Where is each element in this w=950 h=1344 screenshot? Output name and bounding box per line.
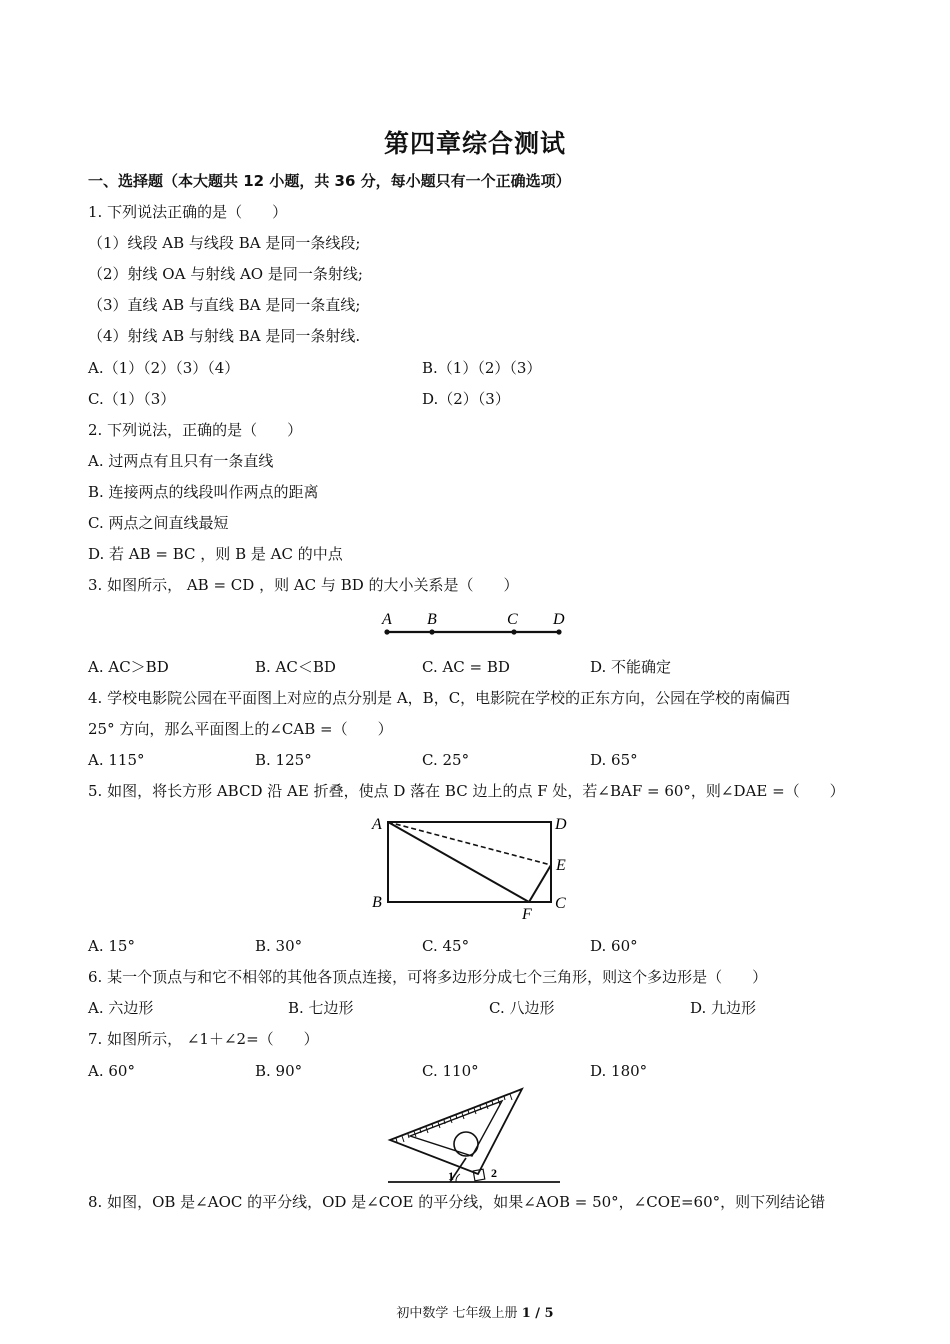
question-7-stem: 7. 如图所示， ∠1＋∠2=（ ） (88, 1030, 319, 1048)
angle-2-label: 2 (491, 1166, 497, 1180)
question-7-option-a: A. 60° (88, 1062, 135, 1080)
question-3-option-b: B. AC＜BD (255, 658, 336, 676)
question-6-option-d: D. 九边形 (690, 999, 757, 1017)
label-e: E (556, 857, 566, 874)
question-1-stem: 1. 下列说法正确的是（ ） (88, 203, 288, 221)
question-4-stem-continued: 25° 方向，那么平面图上的∠CAB =（ ） (88, 720, 393, 738)
question-2-stem: 2. 下列说法，正确的是（ ） (88, 421, 303, 439)
point-b (429, 629, 434, 634)
question-5-stem: 5. 如图，将长方形 ABCD 沿 AE 折叠，使点 D 落在 BC 边上的点 F 处，若∠BAF = 60°，则∠DAE =（ ） (88, 782, 845, 800)
point-c (511, 629, 516, 634)
question-1-item: （1）线段 AB 与线段 BA 是同一条线段; (88, 234, 361, 252)
question-7-option-b: B. 90° (255, 1062, 303, 1080)
question-6-stem: 6. 某一个顶点与和它不相邻的其他各顶点连接，可将多边形分成七个三角形，则这个多边形是（ ） (88, 968, 768, 986)
question-1-item: （2）射线 OA 与射线 AO 是同一条射线; (88, 265, 363, 283)
question-1-item: （3）直线 AB 与直线 BA 是同一条直线; (88, 296, 361, 314)
point-d (556, 629, 561, 634)
question-3-option-c: C. AC = BD (422, 658, 510, 676)
set-square-figure (388, 1086, 568, 1186)
page-number: 1 / 5 (521, 1306, 554, 1321)
question-2-option-b: B. 连接两点的线段叫作两点的距离 (88, 483, 319, 501)
question-4-option-a: A. 115° (88, 751, 145, 769)
label-d: D (555, 816, 567, 833)
question-6-option-c: C. 八边形 (489, 999, 555, 1017)
fold-line-ae (388, 822, 551, 865)
question-1-option-b: B.（1）（2）（3） (422, 359, 542, 377)
question-7-option-d: D. 180° (590, 1062, 648, 1080)
segment-fe (529, 865, 551, 902)
question-3-option-a: A. AC＞BD (88, 658, 169, 676)
question-4-option-d: D. 65° (590, 751, 638, 769)
question-1-option-d: D.（2）（3） (422, 390, 510, 408)
label-b: B (427, 611, 437, 628)
label-f: F (522, 906, 532, 923)
question-7-option-c: C. 110° (422, 1062, 479, 1080)
question-4-option-b: B. 125° (255, 751, 312, 769)
question-3-stem: 3. 如图所示， AB = CD ，则 AC 与 BD 的大小关系是（ ） (88, 576, 519, 594)
label-a: A (372, 816, 382, 833)
question-4-option-c: C. 25° (422, 751, 470, 769)
question-2-option-c: C. 两点之间直线最短 (88, 514, 229, 532)
question-5-option-b: B. 30° (255, 937, 303, 955)
question-5-option-c: C. 45° (422, 937, 470, 955)
question-2-option-d: D. 若 AB = BC ，则 B 是 AC 的中点 (88, 545, 343, 563)
footer-text: 初中数学 七年级上册 (396, 1306, 518, 1321)
question-6-option-a: A. 六边形 (88, 999, 154, 1017)
question-8-stem: 8. 如图，OB 是∠AOC 的平分线，OD 是∠COE 的平分线，如果∠AOB = 50°，∠COE=60°，则下列结论错 (88, 1193, 826, 1211)
question-1-item: （4）射线 AB 与射线 BA 是同一条射线. (88, 327, 361, 345)
section-heading: 一、选择题（本大题共 12 小题，共 36 分，每小题只有一个正确选项） (88, 172, 571, 190)
label-c: C (507, 611, 518, 628)
page-title: 第四章综合测试 (383, 129, 566, 158)
question-4-stem: 4. 学校电影院公园在平面图上对应的点分别是 A，B，C，电影院在学校的正东方向，公园在学校的南偏西 (88, 689, 791, 707)
question-5-option-a: A. 15° (88, 937, 135, 955)
rectangle-abcd (388, 822, 551, 902)
page-footer (0, 1302, 950, 1321)
segment-af (388, 822, 529, 902)
question-1-option-a: A.（1）（2）（3）（4） (88, 359, 240, 377)
angle-1-label: 1 (448, 1169, 454, 1183)
point-a (384, 629, 389, 634)
question-5-option-d: D. 60° (590, 937, 638, 955)
label-a: A (382, 611, 392, 628)
folded-rectangle-figure (366, 812, 581, 924)
question-2-option-a: A. 过两点有且只有一条直线 (88, 452, 274, 470)
angle-1-arc (456, 1174, 460, 1182)
label-d: D (553, 611, 565, 628)
question-1-option-c: C.（1）（3） (88, 390, 176, 408)
label-c: C (555, 895, 566, 912)
question-3-option-d: D. 不能确定 (590, 658, 672, 676)
question-6-option-b: B. 七边形 (288, 999, 354, 1017)
line-segment-figure (378, 606, 578, 642)
label-b: B (372, 894, 382, 911)
